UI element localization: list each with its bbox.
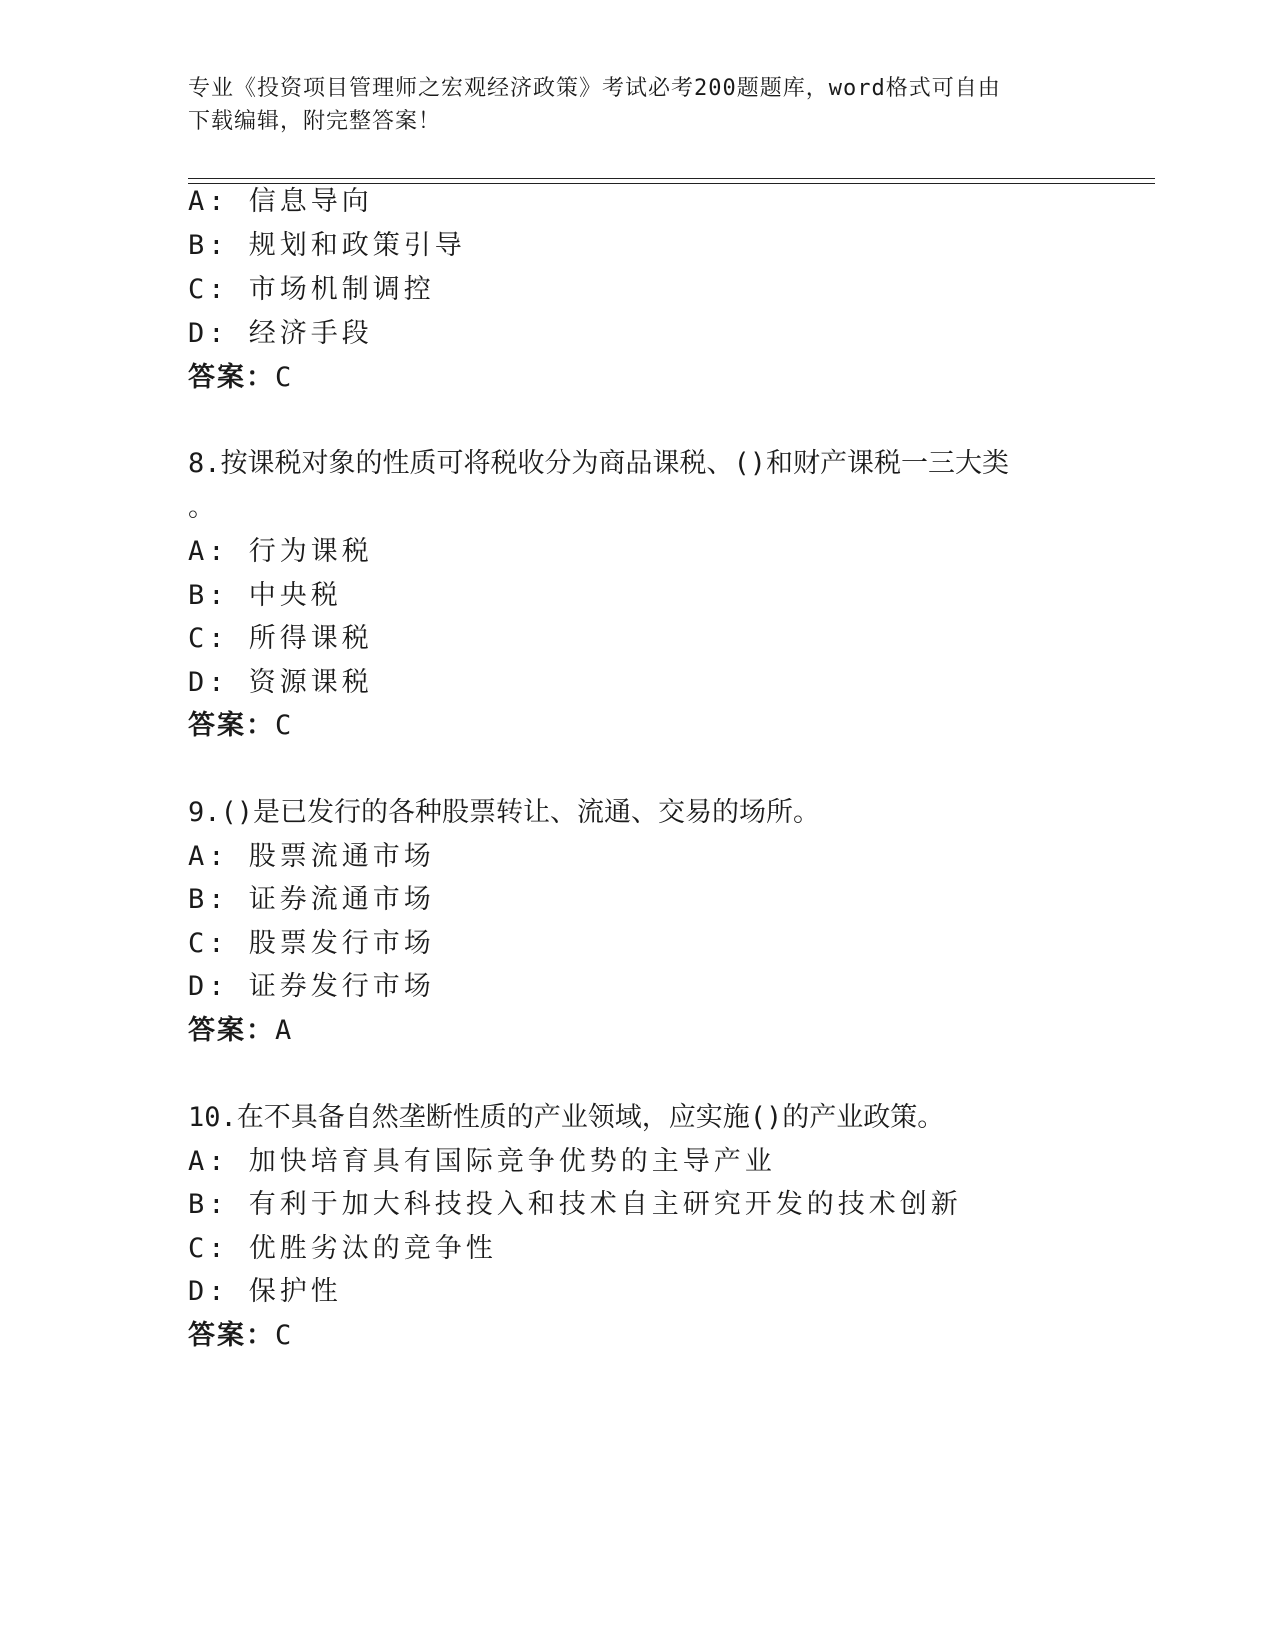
q7-option-d: D: 经济手段 bbox=[188, 318, 373, 349]
document-header bbox=[188, 72, 1068, 138]
q10-option-a: A: 加快培育具有国际竞争优势的主导产业 bbox=[188, 1146, 776, 1177]
answer-label: 答案： bbox=[188, 1015, 275, 1046]
q8-answer bbox=[188, 709, 292, 743]
header-line-1: 专业《投资项目管理师之宏观经济政策》考试必考200题题库，word格式可自由 bbox=[188, 76, 1001, 101]
q8-option-b: B: 中央税 bbox=[188, 580, 342, 611]
q10-question: 10.在不具备自然垄断性质的产业领域，应实施()的产业政策。 bbox=[188, 1102, 945, 1133]
q8-option-a: A: 行为课税 bbox=[188, 536, 373, 567]
q7-option-b: B: 规划和政策引导 bbox=[188, 230, 466, 261]
q10-answer bbox=[188, 1319, 292, 1353]
q10-option-d: D: 保护性 bbox=[188, 1276, 342, 1307]
q10-option-b: B: 有利于加大科技投入和技术自主研究开发的技术创新 bbox=[188, 1189, 962, 1220]
q7-option-c: C: 市场机制调控 bbox=[188, 274, 435, 305]
answer-label: 答案： bbox=[188, 362, 275, 393]
q10-option-c: C: 优胜劣汰的竞争性 bbox=[188, 1233, 497, 1264]
answer-value: A bbox=[275, 1015, 293, 1046]
q9-option-d: D: 证券发行市场 bbox=[188, 971, 435, 1002]
q8-option-d: D: 资源课税 bbox=[188, 667, 373, 698]
answer-label: 答案： bbox=[188, 1320, 275, 1351]
q9-answer bbox=[188, 1014, 292, 1048]
q8-question: 8.按课税对象的性质可将税收分为商品课税、()和财产课税一三大类 bbox=[188, 448, 1010, 479]
q9-option-a: A: 股票流通市场 bbox=[188, 841, 435, 872]
header-divider bbox=[188, 178, 1155, 184]
q9-option-c: C: 股票发行市场 bbox=[188, 928, 435, 959]
answer-value: C bbox=[275, 362, 293, 393]
answer-value: C bbox=[275, 710, 293, 741]
q8-option-c: C: 所得课税 bbox=[188, 623, 373, 654]
header-line-2: 下载编辑，附完整答案！ bbox=[188, 109, 442, 134]
q7-option-a: A: 信息导向 bbox=[188, 186, 373, 217]
q8-question-continuation: 。 bbox=[188, 492, 219, 523]
answer-value: C bbox=[275, 1320, 293, 1351]
answer-label: 答案： bbox=[188, 710, 275, 741]
q9-question: 9.()是已发行的各种股票转让、流通、交易的场所。 bbox=[188, 797, 821, 828]
q7-answer bbox=[188, 361, 292, 395]
q9-option-b: B: 证券流通市场 bbox=[188, 884, 435, 915]
